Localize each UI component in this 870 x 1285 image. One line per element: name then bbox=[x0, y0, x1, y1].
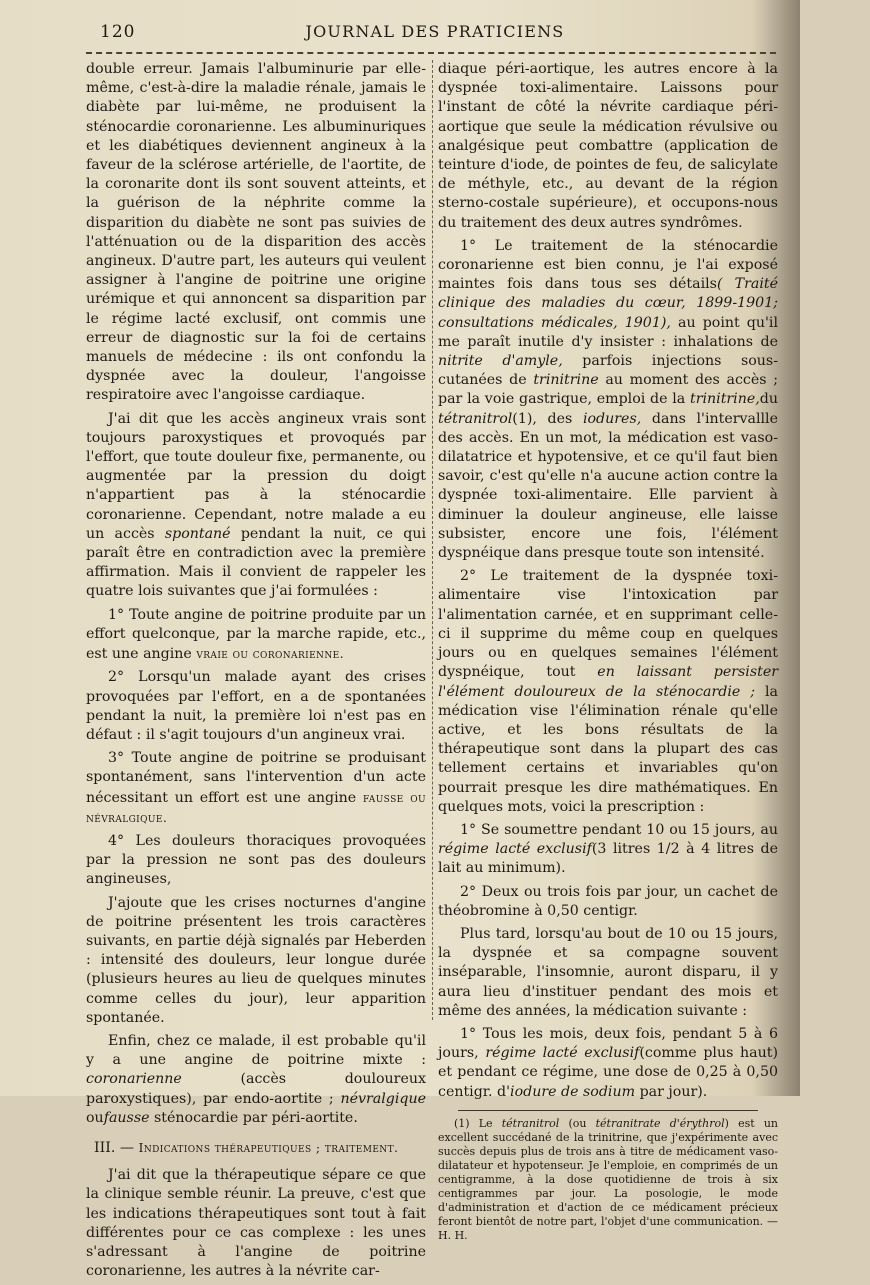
law-4: 4° Les douleurs thoraciques provoquées par la pression ne sont pas des douleurs angineuses, bbox=[86, 832, 426, 888]
treatment-2: 2° Le traitement de la dyspnée toxi-alimentaire vise l'intoxication par l'alimentation carnée, et en supprimant celle-ci il supprime du même coup en quelques jours ou en quelques semaines l'élément dyspnéique, tout en laissant persister l'élément douloureux de la sténocardie ; la médication vise l'élimination rénale qu'elle active, et les bons résultats de la thérapeutique sont dans la plupart des cas tellement certains et invariables qu'on pourrait presque les dire mathématiques. En quelques mots, voici la prescription : bbox=[438, 568, 779, 815]
footnote: (1) Le tétranitrol (ou tétranitrate d'érythrol) est un excellent succédané de la trinitrine, que j'expérimente avec succès depuis plus de trois ans à titre de médicament vaso-dilatateur et hypotenseur. Je l'emploie, en comprimés de un centigramme, à la dose quotidienne de trois à six centigrammes par jour. La posologie, le mode d'administration et d'action de ce médicament précieux feront bientôt de notre part, l'objet d'une communication. — H. H. bbox=[438, 1116, 778, 1242]
paragraph: diaque péri-aortique, les autres encore à la dyspnée toxi-alimentaire. Laissons pour l'instant de côté la névrite cardiaque péri-aortique que seule la médication révulsive ou analgésique peut combattre (application de teinture d'iode, de pointes de feu, de salicylate de méthyle, etc., au devant de la région sterno-costale supérieure), et occupons-nous du traitement des deux autres syndrômes. bbox=[438, 61, 778, 231]
paragraph: Plus tard, lorsqu'au bout de 10 ou 15 jours, la dyspnée et sa compagne souvent inséparable, l'insomnie, auront disparu, il y aura lieu d'instituer pendant des mois et même des années, la médication suivante : bbox=[438, 925, 778, 1019]
prescription-1: 1° Se soumettre pendant 10 ou 15 jours, au régime lacté exclusif(3 litres 1/2 à 4 litres de lait au minimum). bbox=[438, 821, 778, 877]
right-column bbox=[438, 60, 778, 1247]
paragraph: Enfin, chez ce malade, il est probable qu'il y a une angine de poitrine mixte : coronarienne (accès douloureux paroxystiques), par endo-aortite ; névralgique oufausse sténocardie par péri-aortite. bbox=[86, 1032, 426, 1126]
paragraph: J'ajoute que les crises nocturnes d'angine de poitrine présentent les trois caractères suivants, en partie déjà signalés par Heberden : intensité des douleurs, leur longue durée (plusieurs heures au lieu de quelques minutes comme celles du jour), leur apparition spontanée. bbox=[86, 894, 426, 1026]
section-heading: III. — Indications thérapeutiques ; traitement. bbox=[94, 1139, 399, 1156]
column-divider bbox=[432, 60, 433, 1020]
paragraph: double erreur. Jamais l'albuminurie par elle-même, c'est-à-dire la maladie rénale, jamais le diabète par lui-même, ne produisent la sténocardie coronarienne. Les albuminuriques et les diabétiques deviennent angineux à la faveur de la sclérose artérielle, de l'aortite, de la coronarite dont ils sont souvent atteints, et la guérison de la néphrite comme la disparition du diabète ne sont pas suivies de l'atténuation ou de la disparition des accès angineux. D'autre part, les auteurs qui veulent assigner à l'angine de poitrine une origine urémique et qui annoncent sa disparition par le régime lacté exclusif, ont commis une erreur de diagnostic sur la foi de certains manuels de médecine : ils ont confondu la dyspnée avec la douleur, l'angoisse respiratoire avec l'angoisse cardiaque. bbox=[86, 61, 426, 404]
prescription-3: 1° Tous les mois, deux fois, pendant 5 à 6 jours, régime lacté exclusif(comme plus haut) et pendant ce régime, une dose de 0,25 à 0,50 centigr. d'iodure de sodium par jour). bbox=[438, 1025, 778, 1100]
page-header bbox=[0, 20, 800, 46]
law-2: 2° Lorsqu'un malade ayant des crises provoquées par l'effort, en a de spontanées pendant la nuit, la première loi n'est pas en défaut : il s'agit toujours d'un angineux vrai. bbox=[86, 669, 426, 743]
running-title: JOURNAL DES PRATICIENS bbox=[305, 22, 565, 41]
paragraph: J'ai dit que la thérapeutique sépare ce que la clinique semble réunir. La preuve, c'est que les indications thérapeutiques sont tout à fait différentes pour ce cas complexe : les unes s'adressant à l'angine de poitrine coronarienne, les autres à la névrite car- bbox=[86, 1167, 426, 1280]
header-rule bbox=[86, 52, 776, 54]
paragraph: J'ai dit que les accès angineux vrais sont toujours paroxystiques et provoqués par l'effort, que toute douleur fixe, permanente, ou augmentée par la pression du doigt n'appartient pas à la sténocardie coronarienne. Cependant, notre malade a eu un accès spontané pendant la nuit, ce qui paraît être en contradiction avec la première affirmation. Mais il convient de rappeler les quatre lois suivantes que j'ai formulées : bbox=[86, 410, 426, 600]
footnote-rule bbox=[458, 1110, 758, 1111]
law-3: 3° Toute angine de poitrine se produisant spontanément, sans l'intervention d'un acte nécessitant un effort est une angine fausse ou névralgique. bbox=[86, 750, 426, 825]
page-number: 120 bbox=[100, 22, 136, 42]
treatment-1: 1° Le traitement de la sténocardie coronarienne est bien connu, je l'ai exposé maintes fois dans tous ses détails( Traité clinique des maladies du cœur, 1899-1901; consultations médicales, 1901), au point qu'il me paraît inutile d'y insister : inhalations de nitrite d'amyle, parfois injections sous-cutanées de trinitrine au moment des accès ; par la voie gastrique, emploi de la trinitrine,du tétranitrol(1), des iodures, dans l'intervallle des accès. En un mot, la médication est vaso-dilatatrice et hypotensive, et ce qu'il faut bien savoir, c'est qu'elle n'a aucune action contre la dyspnée toxi-alimentaire. Elle parvient à diminuer la douleur angineuse, elle laisse subsister, encore une fois, l'élément dyspnéique dans presque toute son intensité. bbox=[438, 237, 779, 562]
law-1: 1° Toute angine de poitrine produite par un effort quelconque, par la marche rapide, etc., est une angine vraie ou coronarienne. bbox=[86, 606, 426, 663]
left-column bbox=[86, 60, 426, 1285]
prescription-2: 2° Deux ou trois fois par jour, un cachet de théobromine à 0,50 centigr. bbox=[438, 883, 778, 919]
